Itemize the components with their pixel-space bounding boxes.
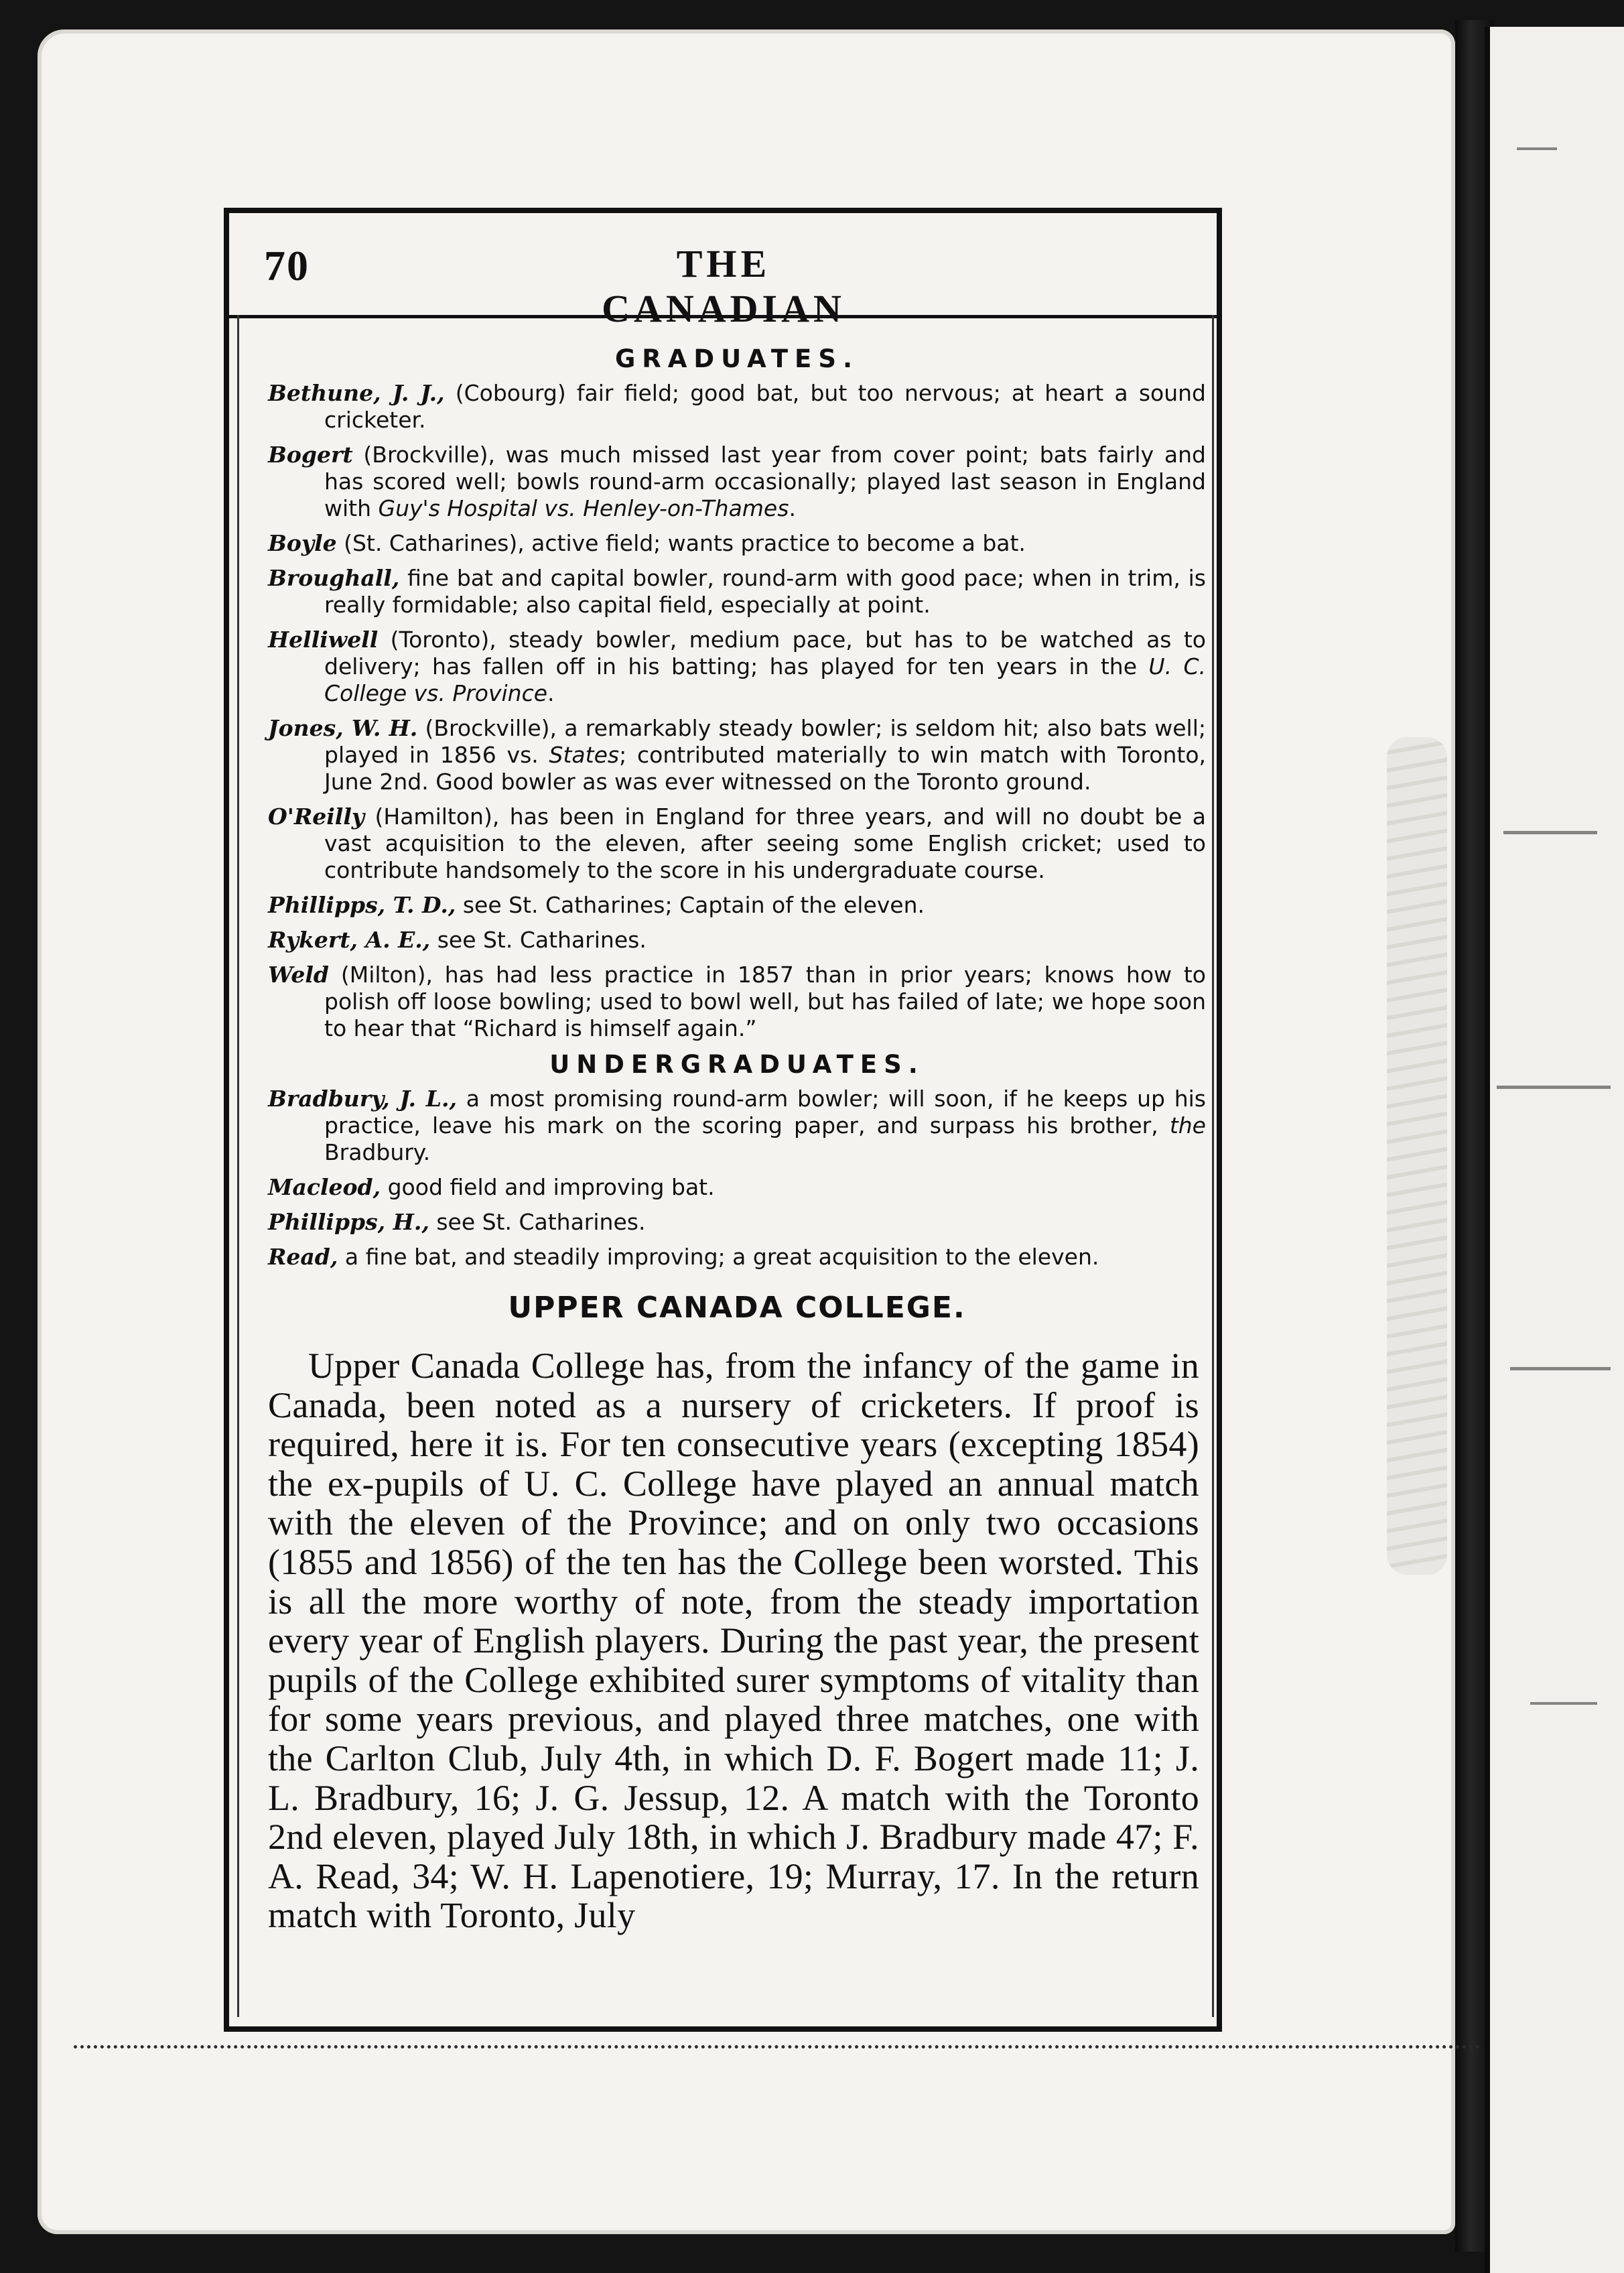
player-description-italic: U. C. College vs. Province <box>324 653 1206 706</box>
undergraduates-heading: UNDERGRADUATES. <box>549 1050 925 1079</box>
paper-tear-mark <box>1387 737 1447 1575</box>
player-entry <box>268 892 1206 919</box>
player-entry <box>268 1244 1206 1271</box>
player-description: see St. Catharines. <box>430 927 647 953</box>
player-name: Bethune, J. J., <box>268 380 445 406</box>
player-name: Phillipps, T. D., <box>268 892 456 918</box>
player-name: Broughall, <box>268 565 400 591</box>
player-description: good field and improving bat. <box>381 1174 715 1200</box>
player-entry <box>268 715 1206 795</box>
undergraduates-list <box>268 1086 1206 1271</box>
upper-canada-college-paragraph: Upper Canada College has, from the infancy of the game in Canada, been noted as a nursery of cricketers. If proof is required, here it is. For ten consecutive years (excepting 1854) the ex-pupils of U. C. College have played an annual match with the eleven of the Province; and on only two occasions (1855 and 1856) of the ten has the College been worsted. This is all the more worthy of note, from the steady importation every year of English players. During the past year, the present pupils of the College exhibited surer symptoms of vitality than for some years previous, and played three matches, one with the Carlton Club, July 4th, in which D. F. Bogert made 11; J. L. Bradbury, 16; J. G. Jessup, 12. A match with the Toronto 2nd eleven, played July 18th, in which J. Bradbury made 47; F. A. Read, 34; W. H. Lapenotiere, 19; Murray, 17. In the return match with Toronto, July <box>268 1346 1199 1936</box>
player-entry <box>268 530 1206 557</box>
player-entry <box>268 380 1206 434</box>
graduates-heading: GRADUATES. <box>614 344 860 373</box>
player-description-italic: States <box>549 742 620 768</box>
player-name: Bradbury, J. L., <box>268 1086 457 1112</box>
player-entry <box>268 627 1206 707</box>
page-number: 70 <box>264 242 310 289</box>
player-entry <box>268 565 1206 619</box>
player-description: a most promising round-arm bowler; will soon, if he keeps up his practice, leave his mark on the scoring paper, and surpass his brother, <box>324 1086 1206 1139</box>
player-entry <box>268 1209 1206 1236</box>
player-description: (Brockville), was much missed last year from cover point; bats fairly and has scored well; bowls round-arm occasionally; played last season in England with <box>324 442 1206 521</box>
player-description: a fine bat, and steadily improving; a great acquisition to the eleven. <box>338 1244 1099 1270</box>
player-name: Boyle <box>268 530 337 556</box>
player-entry <box>268 1174 1206 1201</box>
player-name: Bogert <box>268 442 353 468</box>
player-name: Weld <box>268 962 329 988</box>
player-description-end: . <box>547 680 555 706</box>
player-description: (Toronto), steady bowler, medium pace, but has to be watched as to delivery; has fallen off in his batting; has played for ten years in the <box>324 627 1206 679</box>
player-description: (Milton), has had less practice in 1857 than in prior years; knows how to polish off loose bowling; used to bowl well, but has failed of late; we hope soon to hear that “Richard is himself again.” <box>324 962 1206 1041</box>
running-head <box>0 241 1624 330</box>
running-title: THE CANADIAN <box>602 242 845 330</box>
upper-canada-college-heading: UPPER CANADA COLLEGE. <box>508 1291 966 1325</box>
player-entry <box>268 962 1206 1042</box>
player-description-end: ; contributed materially to win match with Toronto, June 2nd. Good bowler as was ever witnessed on the Toronto ground. <box>324 742 1207 795</box>
player-description: see St. Catharines; Captain of the eleven. <box>456 892 925 918</box>
facing-page-edge <box>1485 27 1624 2273</box>
player-description: (Cobourg) fair field; good bat, but too nervous; at heart a sound cricketer. <box>324 380 1206 433</box>
player-entry <box>268 927 1206 954</box>
player-name: O'Reilly <box>268 803 365 830</box>
player-description-end: . <box>789 495 796 521</box>
player-name: Macleod, <box>268 1174 381 1200</box>
player-description: (St. Catharines), active field; wants practice to become a bat. <box>336 530 1026 556</box>
player-description-italic: Guy's Hospital vs. Henley-on-Thames <box>378 495 789 521</box>
player-entry <box>268 1086 1206 1166</box>
player-entry <box>268 803 1206 884</box>
page-bottom-dotted-line <box>74 2045 1481 2049</box>
player-description: (Brockville), a remarkably steady bowler; is seldom hit; also bats well; played in 1856 vs. <box>324 715 1206 768</box>
player-description: see St. Catharines. <box>429 1209 646 1235</box>
player-name: Rykert, A. E., <box>268 927 431 953</box>
player-description-end: Bradbury. <box>324 1139 431 1165</box>
graduates-list <box>268 380 1206 1042</box>
page-content <box>268 342 1206 1935</box>
player-entry <box>268 442 1206 522</box>
player-name: Phillipps, H., <box>268 1209 429 1235</box>
player-name: Jones, W. H. <box>268 715 418 741</box>
player-description: fine bat and capital bowler, round-arm with good pace; when in trim, is really formidable; also capital field, especially at point. <box>324 565 1206 618</box>
player-name: Helliwell <box>268 627 379 653</box>
player-description: (Hamilton), has been in England for three years, and will no doubt be a vast acquisition to the eleven, after seeing some English cricket; used to contribute handsomely to the score in his undergraduate course. <box>324 803 1206 883</box>
player-description-italic: the <box>1169 1112 1206 1139</box>
player-name: Read, <box>268 1244 338 1270</box>
